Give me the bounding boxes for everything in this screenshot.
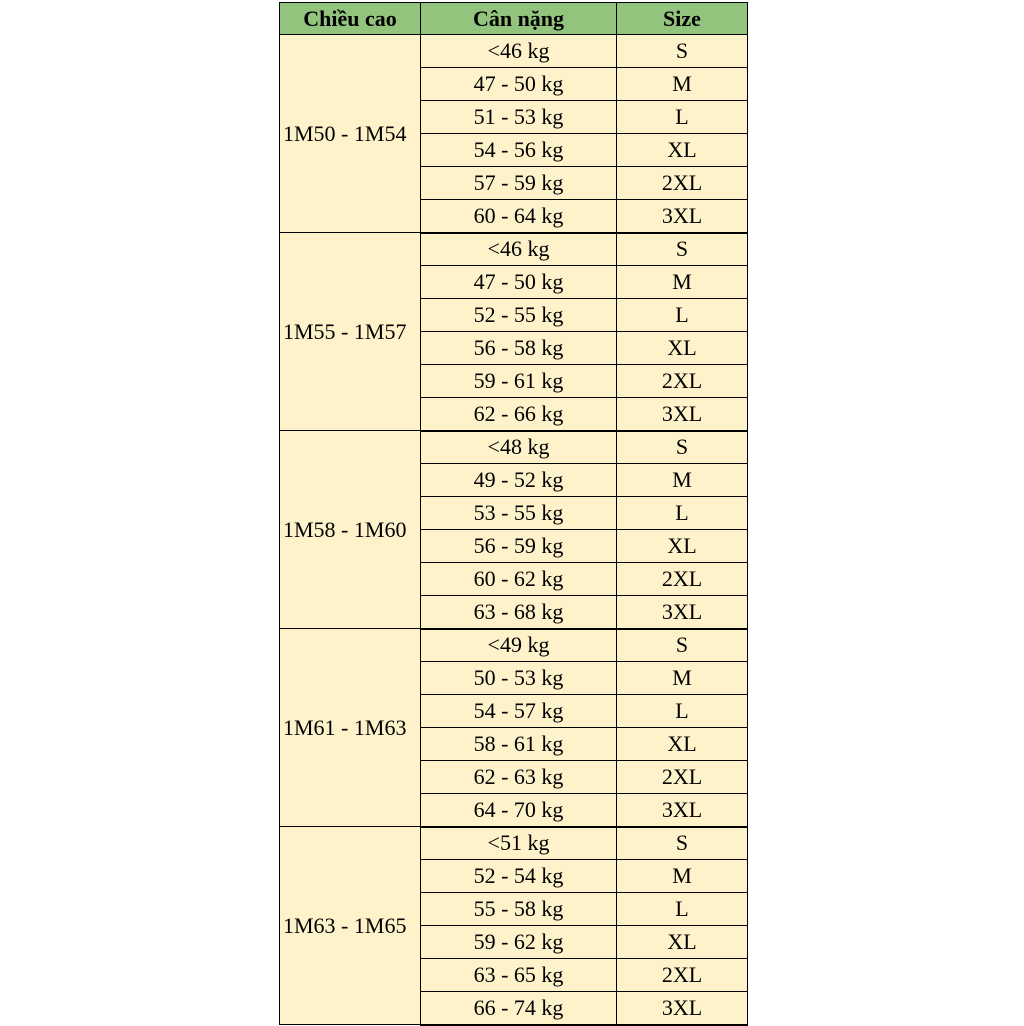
size-cell: 2XL <box>617 959 748 992</box>
height-range-cell: 1M61 - 1M63 <box>280 629 421 827</box>
weight-cell: <48 kg <box>421 431 617 464</box>
table-header <box>280 3 748 35</box>
size-cell: 2XL <box>617 365 748 398</box>
header-size: Size <box>617 3 748 35</box>
size-cell: XL <box>617 134 748 167</box>
weight-cell: 52 - 55 kg <box>421 299 617 332</box>
table-row <box>280 827 748 860</box>
size-cell: XL <box>617 926 748 959</box>
height-range-cell: 1M58 - 1M60 <box>280 431 421 629</box>
weight-cell: 60 - 62 kg <box>421 563 617 596</box>
size-cell: 2XL <box>617 167 748 200</box>
size-cell: S <box>617 431 748 464</box>
weight-cell: 63 - 65 kg <box>421 959 617 992</box>
weight-cell: 56 - 58 kg <box>421 332 617 365</box>
weight-cell: 52 - 54 kg <box>421 860 617 893</box>
height-range-cell: 1M50 - 1M54 <box>280 35 421 233</box>
table-row <box>280 431 748 464</box>
size-cell: M <box>617 68 748 101</box>
weight-cell: 62 - 66 kg <box>421 398 617 431</box>
weight-cell: 62 - 63 kg <box>421 761 617 794</box>
table-row <box>280 629 748 662</box>
height-range-cell: 1M63 - 1M65 <box>280 827 421 1025</box>
weight-cell: 50 - 53 kg <box>421 662 617 695</box>
weight-cell: 57 - 59 kg <box>421 167 617 200</box>
size-cell: L <box>617 695 748 728</box>
weight-cell: 51 - 53 kg <box>421 101 617 134</box>
table-body <box>280 35 748 1025</box>
weight-cell: <46 kg <box>421 35 617 68</box>
size-cell: L <box>617 893 748 926</box>
weight-cell: 53 - 55 kg <box>421 497 617 530</box>
weight-cell: 49 - 52 kg <box>421 464 617 497</box>
size-cell: 3XL <box>617 398 748 431</box>
header-weight: Cân nặng <box>421 3 617 35</box>
size-cell: S <box>617 233 748 266</box>
size-cell: 2XL <box>617 761 748 794</box>
weight-cell: 64 - 70 kg <box>421 794 617 827</box>
weight-cell: 59 - 62 kg <box>421 926 617 959</box>
weight-cell: 55 - 58 kg <box>421 893 617 926</box>
table-row <box>280 233 748 266</box>
weight-cell: 56 - 59 kg <box>421 530 617 563</box>
size-cell: M <box>617 662 748 695</box>
weight-cell: 58 - 61 kg <box>421 728 617 761</box>
weight-cell: 47 - 50 kg <box>421 266 617 299</box>
weight-cell: 54 - 56 kg <box>421 134 617 167</box>
size-cell: XL <box>617 332 748 365</box>
size-cell: 3XL <box>617 200 748 233</box>
weight-cell: 60 - 64 kg <box>421 200 617 233</box>
size-cell: L <box>617 299 748 332</box>
header-height: Chiều cao <box>280 3 421 35</box>
size-cell: L <box>617 497 748 530</box>
size-cell: M <box>617 266 748 299</box>
weight-cell: 54 - 57 kg <box>421 695 617 728</box>
weight-cell: 47 - 50 kg <box>421 68 617 101</box>
size-cell: M <box>617 860 748 893</box>
weight-cell: 66 - 74 kg <box>421 992 617 1025</box>
size-cell: S <box>617 629 748 662</box>
size-cell: 3XL <box>617 596 748 629</box>
size-cell: S <box>617 35 748 68</box>
size-cell: XL <box>617 728 748 761</box>
size-cell: M <box>617 464 748 497</box>
weight-cell: 59 - 61 kg <box>421 365 617 398</box>
size-chart-table <box>279 2 748 1026</box>
size-cell: XL <box>617 530 748 563</box>
header-row <box>280 3 748 35</box>
size-cell: 2XL <box>617 563 748 596</box>
height-range-cell: 1M55 - 1M57 <box>280 233 421 431</box>
size-cell: S <box>617 827 748 860</box>
weight-cell: <46 kg <box>421 233 617 266</box>
size-cell: 3XL <box>617 794 748 827</box>
weight-cell: <49 kg <box>421 629 617 662</box>
size-cell: L <box>617 101 748 134</box>
size-cell: 3XL <box>617 992 748 1025</box>
weight-cell: 63 - 68 kg <box>421 596 617 629</box>
table-row <box>280 35 748 68</box>
weight-cell: <51 kg <box>421 827 617 860</box>
